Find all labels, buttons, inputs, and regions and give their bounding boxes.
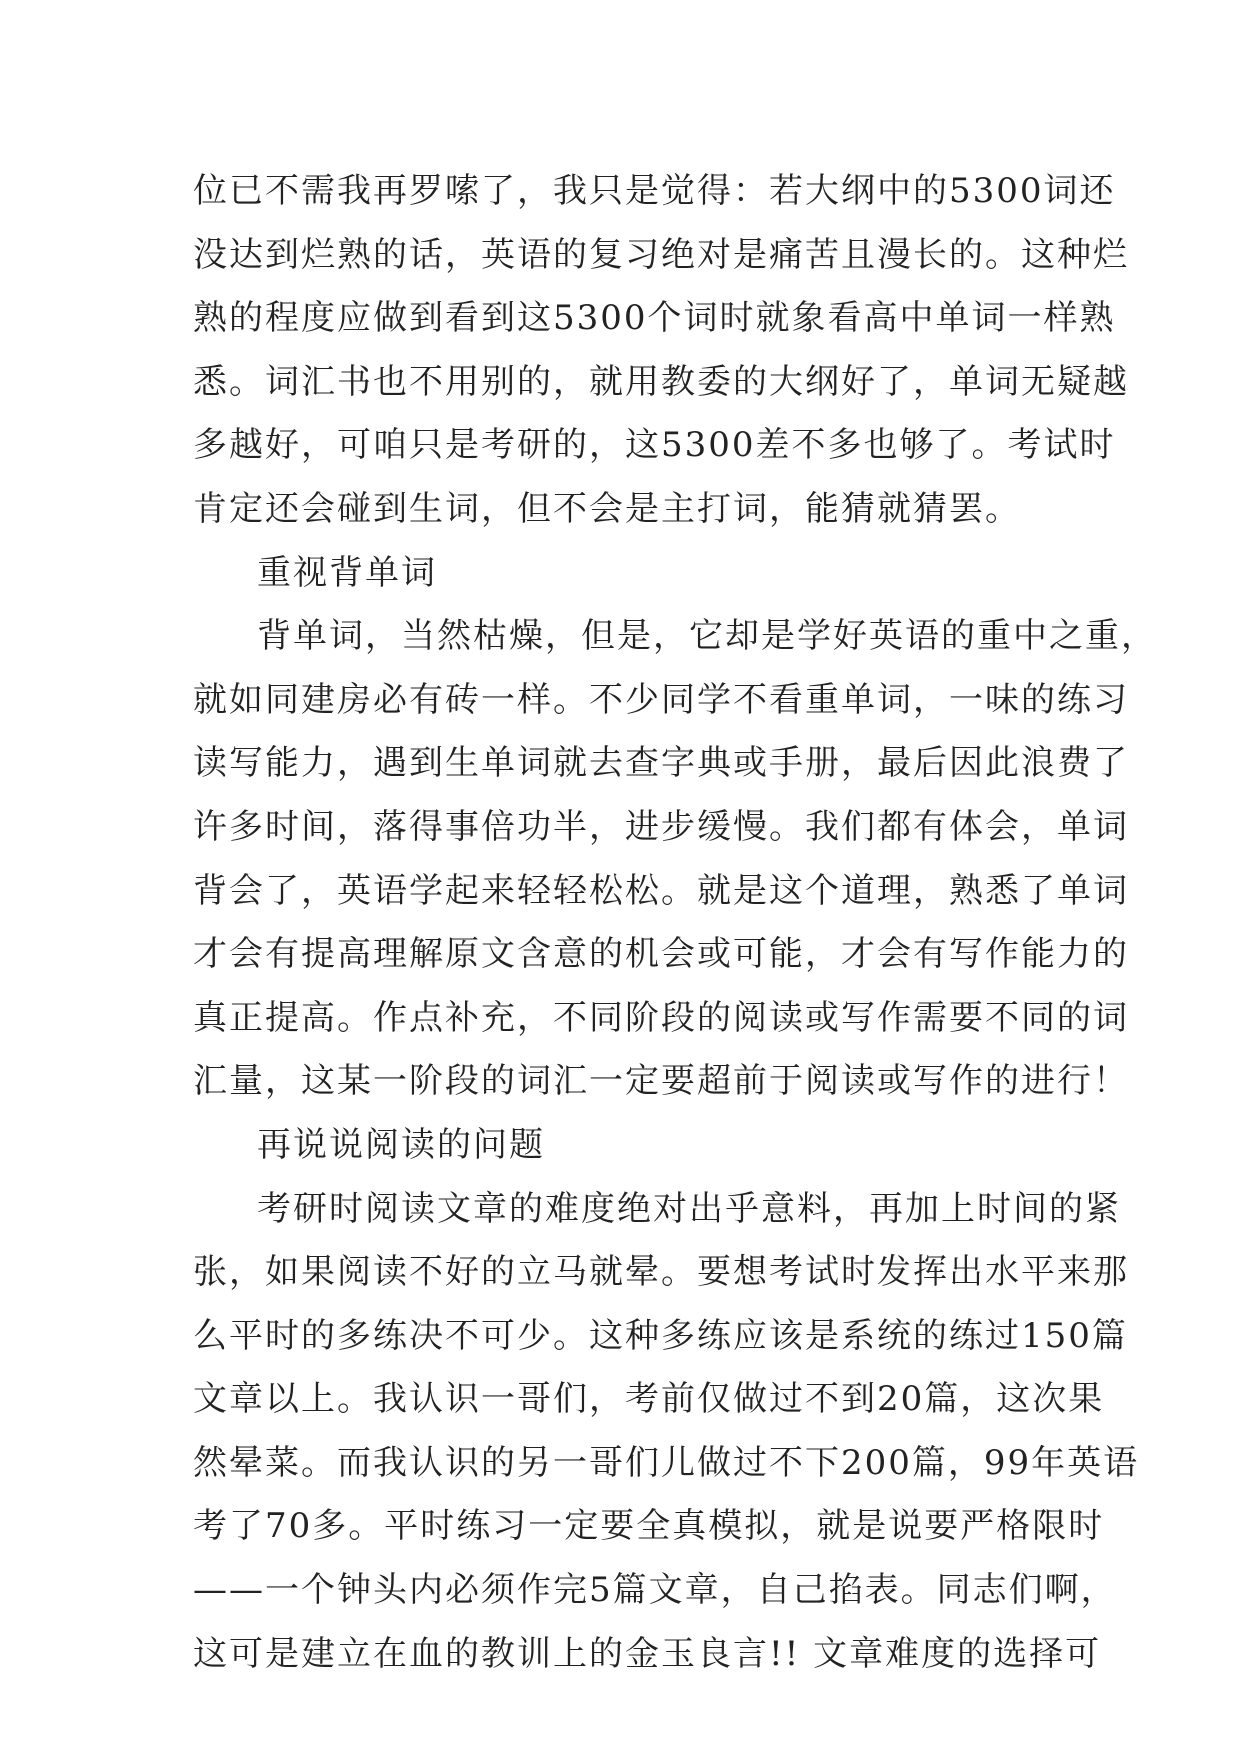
paragraph-start-line: 考研时阅读文章的难度绝对出乎意料，再加上时间的紧 bbox=[257, 1188, 1121, 1229]
text-line: 背会了，英语学起来轻轻松松。就是这个道理，熟悉了单词 bbox=[193, 870, 1129, 911]
paragraph-start-line: 重视背单词 bbox=[257, 552, 437, 593]
text-line: ——一个钟头内必须作完5篇文章，自己掐表。同志们啊， bbox=[193, 1570, 1117, 1611]
text-line: 这可是建立在血的教训上的金玉良言!! 文章难度的选择可 bbox=[193, 1633, 1102, 1674]
text-line: 读写能力，遇到生单词就去查字典或手册，最后因此浪费了 bbox=[193, 743, 1129, 784]
text-line: 熟的程度应做到看到这5300个词时就象看高中单词一样熟 bbox=[193, 298, 1116, 339]
text-line: 多越好，可咱只是考研的，这5300差不多也够了。考试时 bbox=[193, 425, 1116, 466]
text-line: 么平时的多练决不可少。这种多练应该是系统的练过150篇 bbox=[193, 1315, 1128, 1356]
text-line: 位已不需我再罗嗦了，我只是觉得：若大纲中的5300词还 bbox=[193, 171, 1116, 211]
text-line: 考了70多。平时练习一定要全真模拟，就是说要严格限时 bbox=[193, 1506, 1105, 1547]
text-line: 许多时间，落得事倍功半，进步缓慢。我们都有体会，单词 bbox=[193, 806, 1129, 847]
text-line: 真正提高。作点补充，不同阶段的阅读或写作需要不同的词 bbox=[193, 997, 1129, 1038]
text-line: 悉。词汇书也不用别的，就用教委的大纲好了，单词无疑越 bbox=[193, 361, 1129, 402]
paragraph-start-line: 背单词，当然枯燥，但是，它却是学好英语的重中之重， bbox=[257, 616, 1157, 657]
text-line: 汇量，这某一阶段的词汇一定要超前于阅读或写作的进行！ bbox=[193, 1061, 1129, 1102]
body-text bbox=[193, 160, 1157, 1686]
text-line: 肯定还会碰到生词，但不会是主打词，能猜就猜罢。 bbox=[193, 488, 1021, 529]
text-line: 张，如果阅读不好的立马就晕。要想考试时发挥出水平来那 bbox=[193, 1252, 1129, 1293]
text-line: 就如同建房必有砖一样。不少同学不看重单词，一味的练习 bbox=[193, 679, 1129, 720]
paragraph-start-line: 再说说阅读的问题 bbox=[257, 1124, 545, 1165]
text-line: 才会有提高理解原文含意的机会或可能，才会有写作能力的 bbox=[193, 934, 1129, 975]
text-line: 没达到烂熟的话，英语的复习绝对是痛苦且漫长的。这种烂 bbox=[193, 234, 1129, 275]
text-line: 文章以上。我认识一哥们，考前仅做过不到20篇，这次果 bbox=[193, 1379, 1105, 1420]
text-line: 然晕菜。而我认识的另一哥们儿做过不下200篇，99年英语 bbox=[193, 1442, 1140, 1483]
